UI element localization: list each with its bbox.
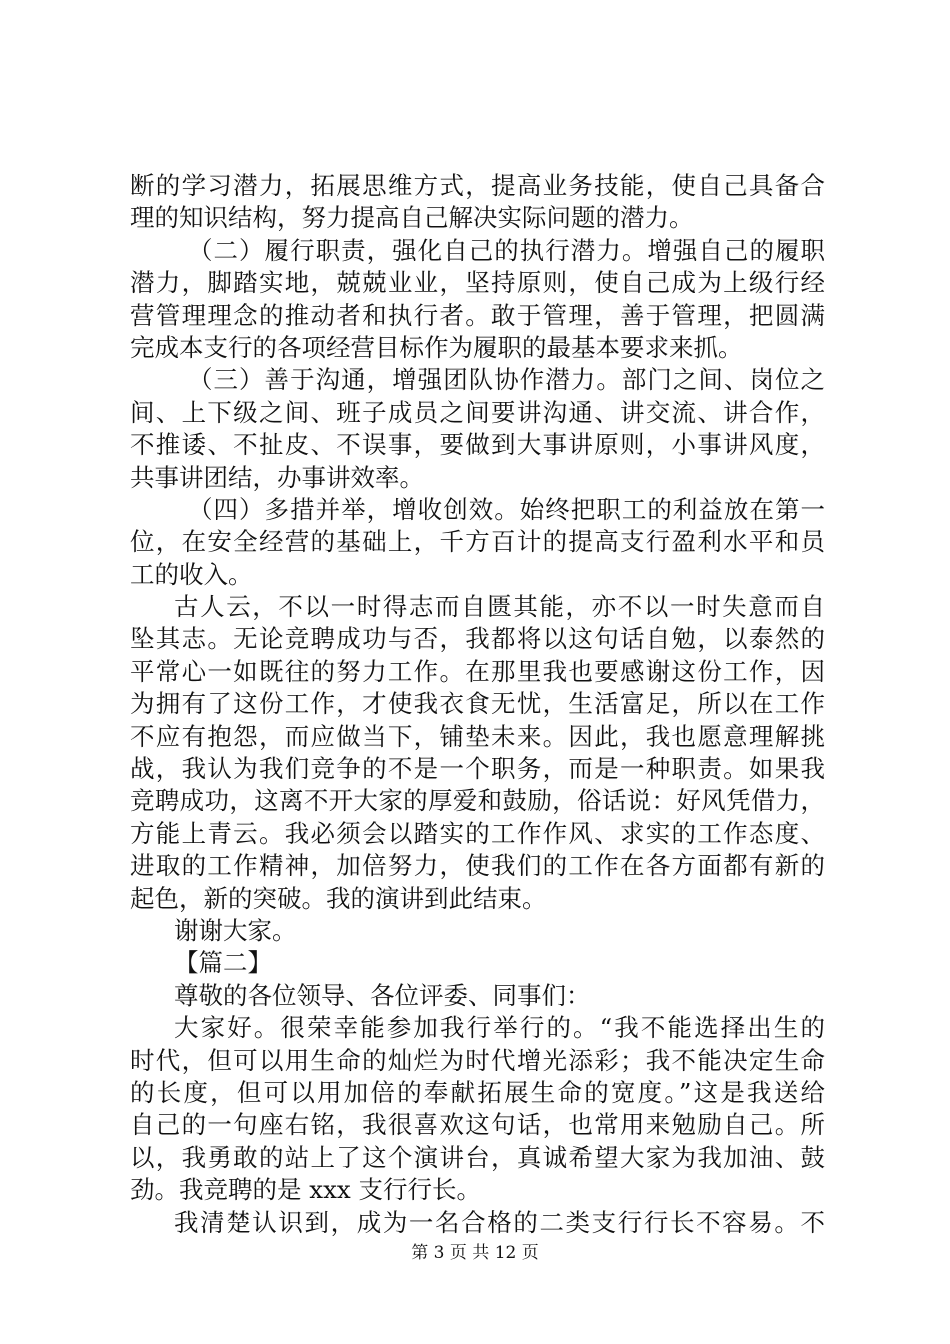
text-line: （二）履行职责，强化自己的执行潜力。增强自己的履职 bbox=[188, 235, 825, 265]
text-line: （四）多措并举，增收创效。始终把职工的利益放在第一 bbox=[188, 494, 825, 524]
text-line: 工的收入。 bbox=[130, 559, 253, 589]
text-line: 营管理理念的推动者和执行者。敢于管理，善于管理，把圆满 bbox=[130, 300, 825, 330]
text-line: 理的知识结构，努力提高自己解决实际问题的潜力。 bbox=[130, 203, 694, 233]
text-line: 起色，新的突破。我的演讲到此结束。 bbox=[130, 883, 547, 913]
text-line: 谢谢大家。 bbox=[174, 915, 297, 945]
text-line: 劲。我竞聘的是 xxx 支行行长。 bbox=[130, 1175, 482, 1205]
page-number-footer: 第 3 页 共 12 页 bbox=[411, 1243, 539, 1263]
text-line: 为拥有了这份工作，才使我衣食无忧，生活富足，所以在工作 bbox=[130, 689, 825, 719]
text-line: 时代，但可以用生命的灿烂为时代增光添彩；我不能决定生命 bbox=[130, 1045, 825, 1075]
text-line: 方能上青云。我必须会以踏实的工作作风、求实的工作态度、 bbox=[130, 818, 825, 848]
text-line: 位，在安全经营的基础上，千方百计的提高支行盈利水平和员 bbox=[130, 527, 825, 557]
text-line: 我清楚认识到，成为一名合格的二类支行行长不容易。不 bbox=[174, 1207, 825, 1237]
text-line: 的长度，但可以用加倍的奉献拓展生命的宽度。”这是我送给 bbox=[130, 1077, 825, 1107]
text-line: （三）善于沟通，增强团队协作潜力。部门之间、岗位之 bbox=[188, 365, 825, 395]
text-line: 完成本支行的各项经营目标作为履职的最基本要求来抓。 bbox=[130, 332, 743, 362]
text-line: 断的学习潜力，拓展思维方式，提高业务技能，使自己具备合 bbox=[130, 171, 825, 200]
text-line: 竞聘成功，这离不开大家的厚爱和鼓励，俗话说：好风凭借力， bbox=[130, 786, 825, 816]
text-line: 大家好。很荣幸能参加我行举行的。“我不能选择出生的 bbox=[174, 1013, 825, 1043]
text-line: 潜力，脚踏实地，兢兢业业，坚持原则，使自己成为上级行经 bbox=[130, 268, 825, 298]
salutation: 尊敬的各位领导、各位评委、同事们： bbox=[174, 980, 591, 1010]
text-line: 自己的一句座右铭，我很喜欢这句话，也常用来勉励自己。所 bbox=[130, 1110, 825, 1140]
text-line: 共事讲团结，办事讲效率。 bbox=[130, 462, 424, 492]
text-line: 以，我勇敢的站上了这个演讲台，真诚希望大家为我加油、鼓 bbox=[130, 1142, 825, 1172]
text-line: 不推诿、不扯皮、不误事，要做到大事讲原则，小事讲风度， bbox=[130, 430, 825, 460]
text-line: 古人云，不以一时得志而自匮其能，亦不以一时失意而自 bbox=[174, 592, 825, 622]
text-line: 不应有抱怨，而应做当下，铺垫未来。因此，我也愿意理解挑 bbox=[130, 721, 825, 751]
text-line: 间、上下级之间、班子成员之间要讲沟通、讲交流、讲合作， bbox=[130, 397, 825, 427]
text-line: 坠其志。无论竞聘成功与否，我都将以这句话自勉，以泰然的 bbox=[130, 624, 825, 654]
text-line: 平常心一如既往的努力工作。在那里我也要感谢这份工作，因 bbox=[130, 656, 825, 686]
section-heading: 【篇二】 bbox=[174, 948, 272, 978]
body-text bbox=[130, 170, 825, 1239]
text-line: 进取的工作精神，加倍努力，使我们的工作在各方面都有新的 bbox=[130, 851, 825, 881]
text-line: 战，我认为我们竞争的不是一个职务，而是一种职责。如果我 bbox=[130, 754, 825, 784]
